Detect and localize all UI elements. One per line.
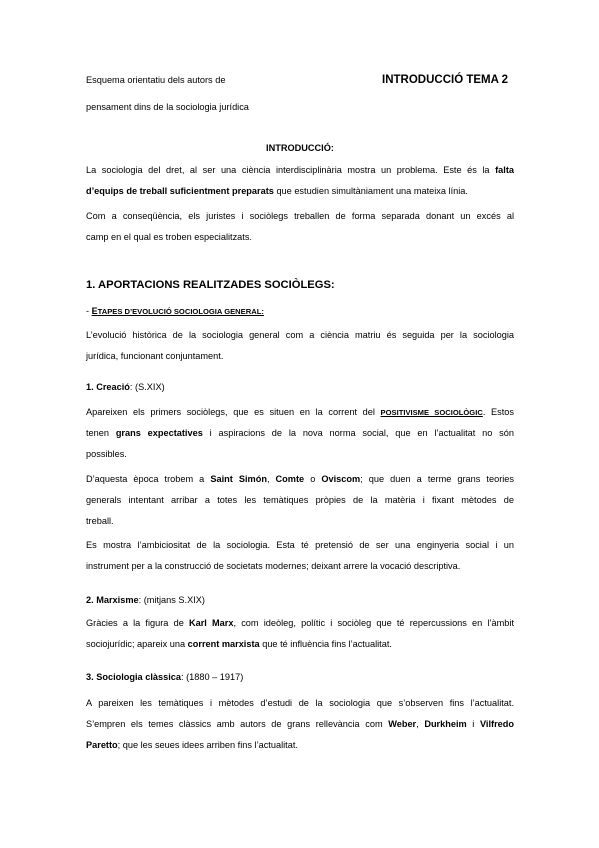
text-run: Es mostra l’ambiciositat de la sociologia. Esta té pretensió de ser una enginyeria social i un bbox=[86, 540, 514, 550]
bold-run: Vilfredo bbox=[479, 719, 515, 729]
text-run: Gràcies a la figura de bbox=[86, 618, 189, 628]
text-run: treball. bbox=[86, 516, 114, 526]
classica-p1-line-2 bbox=[86, 718, 514, 730]
bold-run: d’equips de treball suficientment preparats bbox=[86, 186, 274, 196]
bold-run: Durkheim bbox=[424, 719, 467, 729]
bold-run: Comte bbox=[275, 474, 305, 484]
bold-run: falta bbox=[495, 165, 514, 175]
text-run: , bbox=[416, 719, 425, 729]
classica-heading bbox=[86, 671, 514, 683]
text-run: A pareixen les temàtiques i mètodes d’estudi de la sociologia que s’observen fins l’actualitat. bbox=[86, 698, 514, 708]
classica-p1-line-3 bbox=[86, 739, 514, 751]
header-subtitle-line-2 bbox=[86, 101, 514, 113]
marxisme-p1-line-2 bbox=[86, 638, 514, 650]
text-run: i aspiracions de la nova norma social, que en l’actualitat no són bbox=[202, 428, 514, 438]
intro-p1-line-2 bbox=[86, 185, 514, 197]
classica-p1-line-1 bbox=[86, 697, 514, 709]
text-run: , bbox=[266, 474, 276, 484]
text-run: Com a conseqüència, els juristes i sociòlegs treballen de forma separada donant un excés al bbox=[86, 211, 514, 221]
header-left-text-2: pensament dins de la sociologia jurídica bbox=[86, 102, 249, 112]
text-run: que estudien simultàniament una mateixa línia. bbox=[273, 186, 468, 196]
text-run: S’empren els temes clàssics amb autors de grans rellevància com bbox=[86, 719, 389, 729]
section-1-p1-line-1 bbox=[86, 329, 514, 341]
text-run: generals intentant arribar a totes les temàtiques pròpies de la matèria i fixant mètodes de bbox=[86, 495, 514, 505]
small-caps-run: TAPES D’EVOLUCIÓ SOCIOLOGIA GENERAL: bbox=[97, 307, 264, 316]
text-run: ; que duen a terme grans teories bbox=[360, 474, 514, 484]
text-run: : (S.XIX) bbox=[129, 382, 165, 392]
bold-run: grans expectatives bbox=[115, 428, 203, 438]
text-run: jurídica, funcionant conjuntament. bbox=[86, 351, 224, 361]
section-1-heading-text: 1. APORTACIONS REALITZADES SOCIÒLEGS: bbox=[86, 279, 335, 291]
intro-heading-text: INTRODUCCIÓ: bbox=[266, 143, 334, 153]
marxisme-p1-line-1 bbox=[86, 617, 514, 629]
bold-run: Saint Simón bbox=[210, 474, 267, 484]
text-run: La sociologia del dret, al ser una ciència interdisciplinària mostra un problema. Este és la bbox=[86, 165, 496, 175]
positivisme-term: POSITIVISME SOCIOLÒGIC bbox=[380, 408, 483, 417]
bold-run: 1. Creació bbox=[86, 382, 130, 392]
text-run: possibles. bbox=[86, 449, 127, 459]
intro-p1-line-1 bbox=[86, 164, 514, 176]
text-run: sociojurídic; apareix una bbox=[86, 639, 188, 649]
creacio-p1-line-3 bbox=[86, 448, 514, 460]
bold-run: Karl Marx bbox=[188, 618, 234, 628]
text-run: camp en el qual es troben especialitzats. bbox=[86, 232, 252, 242]
text-run: tenen bbox=[86, 428, 116, 438]
text-run: D’aquesta època trobem a bbox=[86, 474, 211, 484]
creacio-p2-line-2 bbox=[86, 494, 514, 506]
creacio-p3-line-1 bbox=[86, 539, 514, 551]
text-run: Apareixen els primers sociòlegs, que es situen en la corrent del bbox=[86, 407, 381, 417]
section-1-p1-line-2 bbox=[86, 350, 514, 362]
text-run: instrument per a la construcció de societats modernes; deixant arrere la vocació descriptiva. bbox=[86, 561, 461, 571]
bold-run: 3. Sociologia clàssica bbox=[86, 672, 181, 682]
creacio-p2-line-1 bbox=[86, 473, 514, 485]
bold-run: corrent marxista bbox=[187, 639, 260, 649]
text-run: L’evolució històrica de la sociologia general com a ciència matriu és seguida per la sociologia bbox=[86, 330, 514, 340]
creacio-p1-line-2 bbox=[86, 427, 514, 439]
creacio-p2-line-3 bbox=[86, 515, 514, 527]
section-1-heading bbox=[86, 279, 514, 291]
marxisme-heading bbox=[86, 594, 514, 606]
creacio-heading bbox=[86, 381, 514, 393]
creacio-p1-line-1 bbox=[86, 406, 514, 419]
text-run: : (mitjans S.XIX) bbox=[138, 595, 205, 605]
text-run: . Estos bbox=[482, 407, 514, 417]
text-run: que té influència fins l’actualitat. bbox=[259, 639, 392, 649]
header-left-text-1: Esquema orientatiu dels autors de bbox=[86, 75, 226, 85]
text-run: ; que les seues idees arriben fins l’actualitat. bbox=[117, 740, 298, 750]
text-run: , com ideòleg, polític i sociòleg que té repercussions en l’àmbit bbox=[233, 618, 514, 628]
cap-letter: E bbox=[91, 306, 98, 316]
intro-p2-line-2 bbox=[86, 231, 514, 243]
intro-heading bbox=[86, 142, 514, 154]
text-run: : (1880 – 1917) bbox=[180, 672, 244, 682]
stages-subheading bbox=[86, 305, 514, 318]
bold-run: Paretto bbox=[86, 740, 118, 750]
bold-run: 2. Marxisme bbox=[86, 595, 139, 605]
stages-subheading-text bbox=[92, 307, 264, 316]
dash: - bbox=[86, 306, 92, 316]
text-run: i bbox=[466, 719, 480, 729]
creacio-p3-line-2 bbox=[86, 560, 514, 572]
text-run: o bbox=[304, 474, 322, 484]
intro-p2-line-1 bbox=[86, 210, 514, 222]
bold-run: Weber bbox=[388, 719, 417, 729]
bold-run: Oviscom bbox=[321, 474, 361, 484]
document-title: INTRODUCCIÓ TEMA 2 bbox=[382, 74, 509, 86]
